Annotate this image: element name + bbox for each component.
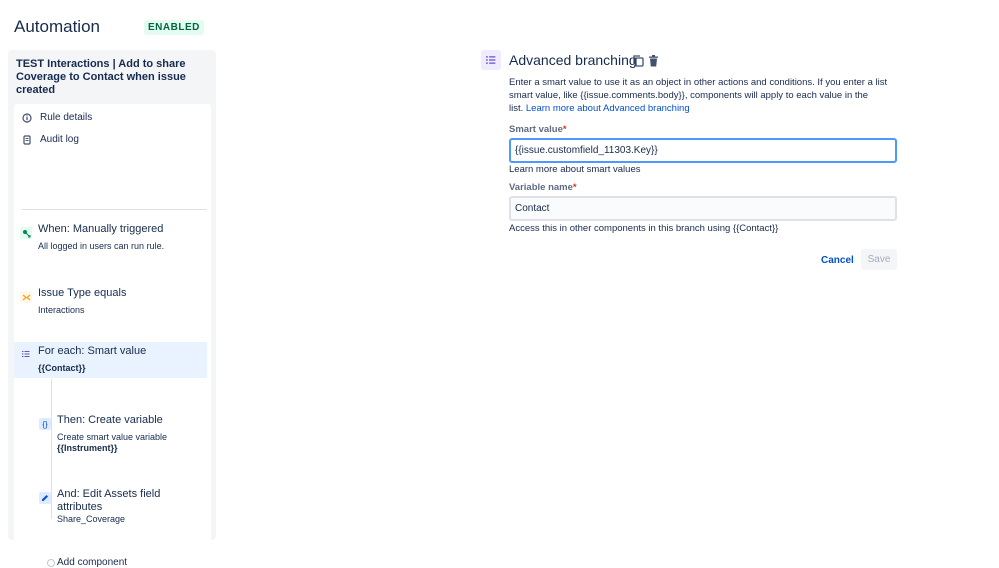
step-subtitle: Create smart value variable — [57, 432, 168, 442]
audit-log-icon — [22, 135, 32, 145]
branch-icon — [20, 348, 32, 360]
learn-more-smart-values-link[interactable]: Learn more about smart values — [509, 164, 641, 175]
step-trigger[interactable] — [14, 215, 207, 265]
panel-description — [509, 76, 899, 115]
step-title: Then: Create variable — [57, 414, 163, 426]
variable-name-label: Variable name* — [509, 182, 577, 193]
desc-line: smart value, like {{issue.comments.body}}, components will apply to each value in the — [509, 90, 869, 101]
smart-value-label: Smart value* — [509, 124, 567, 135]
app-title: Automation — [14, 17, 100, 36]
panel-title: Advanced branching — [509, 52, 637, 68]
variable-name-label-text: Variable name — [509, 182, 573, 193]
condition-icon — [20, 291, 32, 303]
step-condition[interactable] — [14, 279, 207, 329]
variable-name-helper: Access this in other components in this branch using {{Contact}} — [509, 223, 779, 234]
divider — [22, 209, 207, 210]
add-component-dot — [47, 559, 55, 567]
nav-audit-log-label: Audit log — [40, 134, 79, 145]
nav-audit-log[interactable] — [22, 134, 79, 145]
cancel-button[interactable]: Cancel — [815, 250, 860, 270]
branch-icon — [481, 50, 501, 70]
braces-icon: {} — [39, 418, 51, 430]
step-create-variable[interactable] — [14, 406, 207, 456]
rule-card — [14, 104, 211, 568]
step-branch[interactable] — [14, 342, 207, 378]
variable-name-input[interactable] — [509, 196, 897, 221]
step-title: Issue Type equals — [38, 287, 127, 299]
info-icon — [22, 113, 32, 123]
trash-icon[interactable] — [648, 54, 659, 72]
copy-icon[interactable] — [633, 54, 644, 72]
step-subtitle: Interactions — [38, 305, 85, 315]
learn-more-branching-link[interactable]: Learn more about Advanced branching — [525, 103, 690, 114]
step-title-line1: And: Edit Assets field — [57, 488, 161, 500]
step-title: When: Manually triggered — [38, 223, 164, 235]
trigger-icon — [20, 227, 32, 239]
smart-value-input[interactable] — [509, 138, 897, 163]
smart-value-label-text: Smart value — [509, 124, 563, 135]
step-edit-assets[interactable] — [14, 480, 207, 530]
save-button[interactable]: Save — [861, 249, 897, 270]
step-title — [57, 488, 160, 514]
pencil-icon — [39, 492, 51, 504]
add-component-link[interactable]: Add component — [57, 557, 128, 568]
desc-line: Enter a smart value to use it as an object in other actions and conditions. If you enter a list — [509, 77, 888, 88]
nav-rule-details-label: Rule details — [40, 112, 93, 123]
step-subtitle-bold: {{Instrument}} — [57, 443, 118, 453]
rule-sidebar — [8, 50, 216, 568]
desc-line — [509, 102, 899, 115]
step-subtitle: All logged in users can run rule. — [38, 241, 165, 251]
status-badge: ENABLED — [144, 20, 204, 35]
nav-rule-details[interactable] — [22, 112, 92, 123]
step-subtitle: Share_Coverage — [57, 514, 126, 524]
step-subtitle: {{Contact}} — [38, 363, 86, 373]
step-title-line2: attributes — [57, 501, 103, 513]
desc-line-3: list. — [509, 103, 524, 114]
rule-name: TEST Interactions | Add to share Coverage to Contact when issue created — [16, 58, 186, 96]
step-title: For each: Smart value — [38, 345, 147, 357]
